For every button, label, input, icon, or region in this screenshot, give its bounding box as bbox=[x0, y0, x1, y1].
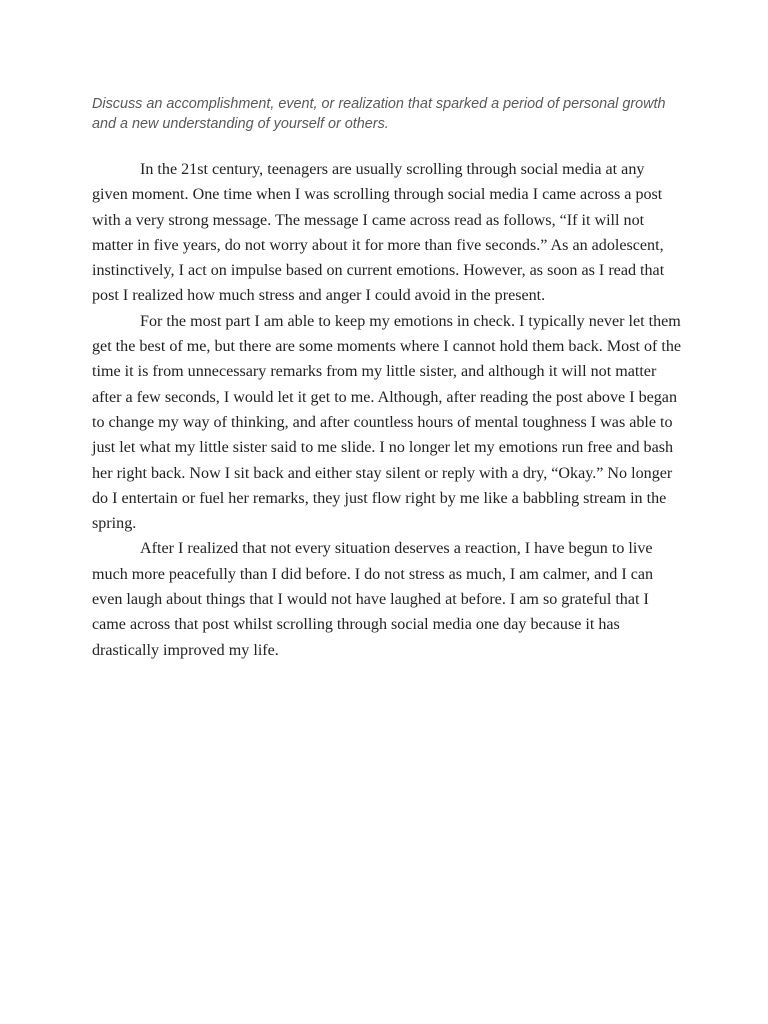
essay-paragraph-1: In the 21st century, teenagers are usually scrolling through social media at any given moment. One time when I was scrolling through social media I came across a post with a very strong message. The message I came across read as follows, “If it will not matter in five years, do not worry about it for more than five seconds.” As an adolescent, instinctively, I act on impulse based on current emotions. However, as soon as I read that post I realized how much stress and anger I could avoid in the present. bbox=[92, 161, 665, 305]
essay-prompt: Discuss an accomplishment, event, or realization that sparked a period of personal growth and a new understanding of yourself or others. bbox=[92, 96, 666, 132]
essay-paragraph-2: For the most part I am able to keep my emotions in check. I typically never let them get the best of me, but there are some moments where I cannot hold them back. Most of the time it is from unnecessary remarks from my little sister, and although it will not matter after a few seconds, I would let it get to me. Although, after reading the post above I began to change my way of thinking, and after countless hours of mental toughness I was able to just let what my little sister said to me slide. I no longer let my emotions run free and bash her right back. Now I sit back and either stay silent or reply with a dry, “Okay.” No longer do I entertain or fuel her remarks, they just flow right by me like a babbling stream in the spring. bbox=[92, 312, 682, 533]
essay-paragraph-3: After I realized that not every situation deserves a reaction, I have begun to live much more peacefully than I did before. I do not stress as much, I am calmer, and I can even laugh about things that I would not have laughed at before. I am so grateful that I came across that post whilst scrolling through social media one day because it has drastically improved my life. bbox=[92, 540, 654, 659]
essay-body bbox=[92, 157, 682, 663]
